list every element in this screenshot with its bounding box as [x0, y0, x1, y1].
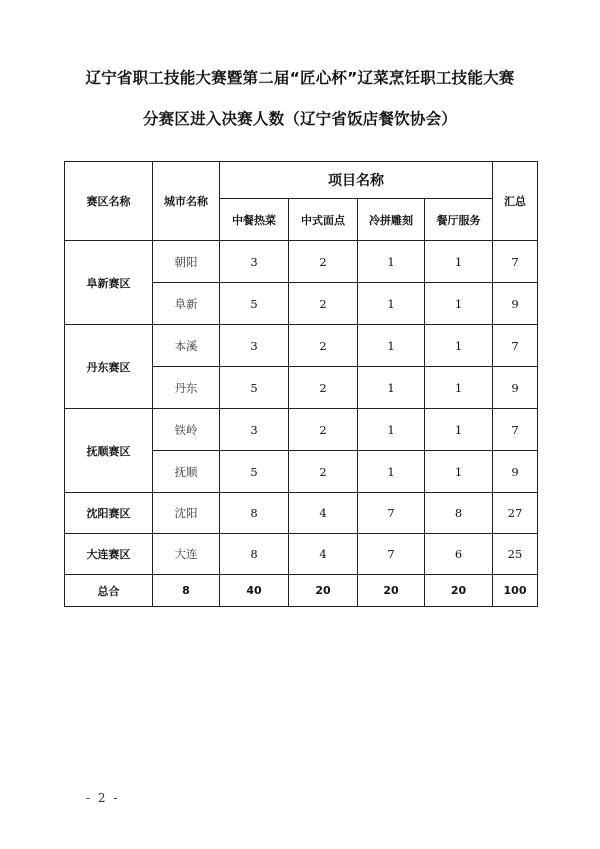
region-name-cell: 大连赛区 [65, 534, 153, 575]
header-project-cold-platter-carving: 冷拼雕刻 [358, 199, 425, 241]
value-cell: 8 [220, 493, 289, 534]
city-name-cell: 铁岭 [153, 409, 220, 451]
value-cell: 7 [358, 534, 425, 575]
value-cell: 8 [220, 534, 289, 575]
value-cell: 1 [425, 283, 493, 325]
value-cell: 1 [358, 325, 425, 367]
city-name-cell: 丹东 [153, 367, 220, 409]
summary-value-cell: 20 [358, 575, 425, 607]
row-total-cell: 7 [493, 325, 538, 367]
table-row [65, 409, 538, 451]
value-cell: 2 [289, 283, 358, 325]
city-name-cell: 朝阳 [153, 241, 220, 283]
region-name-cell: 沈阳赛区 [65, 493, 153, 534]
header-project-group: 项目名称 [220, 162, 493, 199]
value-cell: 7 [358, 493, 425, 534]
region-name-cell: 阜新赛区 [65, 241, 153, 325]
summary-value-cell: 20 [425, 575, 493, 607]
table-body [65, 162, 538, 607]
finalist-count-table [64, 161, 538, 607]
header-project-restaurant-service: 餐厅服务 [425, 199, 493, 241]
value-cell: 1 [425, 325, 493, 367]
summary-value-cell: 40 [220, 575, 289, 607]
table-row [65, 534, 538, 575]
city-name-cell: 本溪 [153, 325, 220, 367]
value-cell: 3 [220, 409, 289, 451]
value-cell: 1 [358, 241, 425, 283]
summary-city-count-cell: 8 [153, 575, 220, 607]
value-cell: 1 [425, 409, 493, 451]
header-project-chinese-hot-dishes: 中餐热菜 [220, 199, 289, 241]
row-total-cell: 7 [493, 409, 538, 451]
value-cell: 3 [220, 241, 289, 283]
city-name-cell: 阜新 [153, 283, 220, 325]
value-cell: 4 [289, 534, 358, 575]
value-cell: 1 [425, 451, 493, 493]
summary-row [65, 575, 538, 607]
region-name-cell: 丹东赛区 [65, 325, 153, 409]
header-project-chinese-pastry: 中式面点 [289, 199, 358, 241]
value-cell: 2 [289, 409, 358, 451]
header-region-name: 赛区名称 [65, 162, 153, 241]
row-total-cell: 9 [493, 367, 538, 409]
value-cell: 1 [358, 367, 425, 409]
value-cell: 5 [220, 451, 289, 493]
row-total-cell: 9 [493, 283, 538, 325]
city-name-cell: 大连 [153, 534, 220, 575]
value-cell: 1 [425, 241, 493, 283]
row-total-cell: 9 [493, 451, 538, 493]
value-cell: 2 [289, 451, 358, 493]
document-title-line-1: 辽宁省职工技能大赛暨第二届“匠心杯”辽菜烹饪职工技能大赛 [85, 69, 515, 87]
value-cell: 6 [425, 534, 493, 575]
table-row [65, 325, 538, 367]
value-cell: 3 [220, 325, 289, 367]
value-cell: 2 [289, 241, 358, 283]
value-cell: 1 [358, 409, 425, 451]
value-cell: 4 [289, 493, 358, 534]
value-cell: 1 [358, 451, 425, 493]
summary-label-cell: 总合 [65, 575, 153, 607]
value-cell: 8 [425, 493, 493, 534]
row-total-cell: 7 [493, 241, 538, 283]
value-cell: 1 [425, 367, 493, 409]
value-cell: 1 [358, 283, 425, 325]
header-total: 汇总 [493, 162, 538, 241]
value-cell: 5 [220, 367, 289, 409]
city-name-cell: 抚顺 [153, 451, 220, 493]
summary-value-cell: 20 [289, 575, 358, 607]
value-cell: 5 [220, 283, 289, 325]
header-row [65, 162, 538, 199]
row-total-cell: 25 [493, 534, 538, 575]
header-city-name: 城市名称 [153, 162, 220, 241]
table-row [65, 493, 538, 534]
region-name-cell: 抚顺赛区 [65, 409, 153, 493]
page-number: - 2 - [86, 791, 120, 805]
value-cell: 2 [289, 367, 358, 409]
table-row [65, 241, 538, 283]
document-title-line-2: 分赛区进入决赛人数（辽宁省饭店餐饮协会） [142, 110, 457, 128]
value-cell: 2 [289, 325, 358, 367]
row-total-cell: 27 [493, 493, 538, 534]
city-name-cell: 沈阳 [153, 493, 220, 534]
summary-total-cell: 100 [493, 575, 538, 607]
